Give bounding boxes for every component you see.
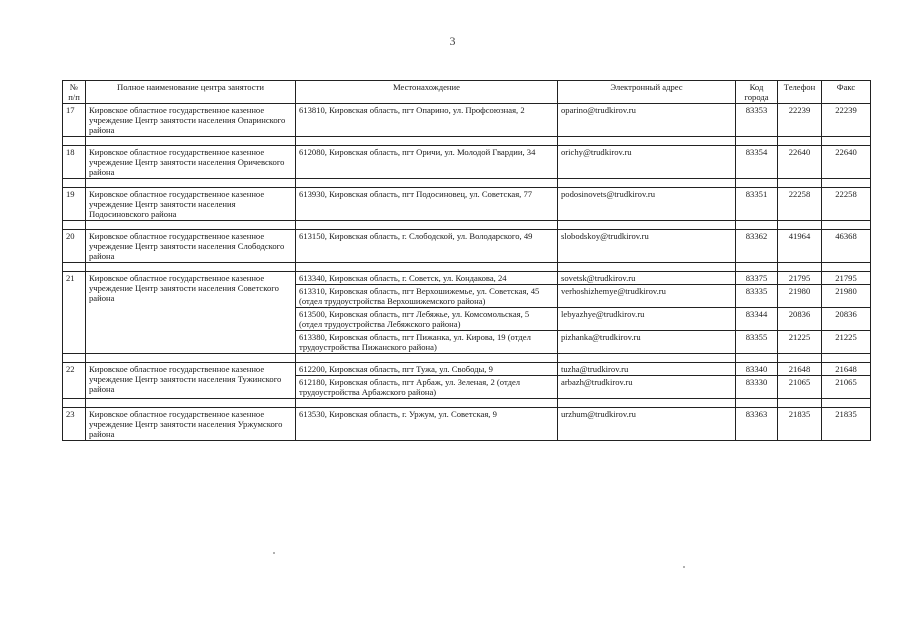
separator-cell: [558, 137, 736, 146]
email-cell: lebyazhye@trudkirov.ru: [558, 308, 736, 331]
separator-cell: [558, 221, 736, 230]
phone-cell: 20836: [778, 308, 822, 331]
row-separator: [63, 399, 871, 408]
email-cell: oparino@trudkirov.ru: [558, 104, 736, 137]
separator-cell: [86, 354, 296, 363]
phone-cell: 41964: [778, 230, 822, 263]
row-number: 23: [63, 408, 86, 441]
header-email: Электронный адрес: [558, 81, 736, 104]
separator-cell: [296, 354, 558, 363]
fax-cell: 21225: [822, 331, 871, 354]
fax-cell: 46368: [822, 230, 871, 263]
separator-cell: [86, 263, 296, 272]
fax-cell: 21795: [822, 272, 871, 285]
separator-cell: [296, 399, 558, 408]
separator-cell: [778, 399, 822, 408]
row-number: 22: [63, 363, 86, 399]
separator-cell: [736, 354, 778, 363]
separator-cell: [778, 221, 822, 230]
email-cell: urzhum@trudkirov.ru: [558, 408, 736, 441]
address-cell: 613150, Кировская область, г. Слободской, ул. Володарского, 49: [296, 230, 558, 263]
separator-cell: [558, 399, 736, 408]
city-code-cell: 83335: [736, 285, 778, 308]
email-cell: sovetsk@trudkirov.ru: [558, 272, 736, 285]
center-name: Кировское областное государственное казенное учреждение Центр занятости населения Подосиновского района: [86, 188, 296, 221]
separator-cell: [63, 137, 86, 146]
separator-cell: [296, 263, 558, 272]
city-code-cell: 83351: [736, 188, 778, 221]
email-cell: arbazh@trudkirov.ru: [558, 376, 736, 399]
center-name: Кировское областное государственное казенное учреждение Центр занятости населения Оричевского района: [86, 146, 296, 179]
address-cell: 613310, Кировская область, пгт Верхошижемье, ул. Советская, 45 (отдел трудоустройства Верхошижемского района): [296, 285, 558, 308]
separator-cell: [736, 399, 778, 408]
separator-cell: [778, 263, 822, 272]
separator-cell: [736, 179, 778, 188]
table-row: [63, 272, 871, 285]
row-separator: [63, 137, 871, 146]
scan-speck: [273, 552, 275, 554]
separator-cell: [296, 137, 558, 146]
header-num: № п/п: [63, 81, 86, 104]
center-name: Кировское областное государственное казенное учреждение Центр занятости населения Уржумского района: [86, 408, 296, 441]
email-cell: pizhanka@trudkirov.ru: [558, 331, 736, 354]
address-cell: 612080, Кировская область, пгт Оричи, ул. Молодой Гвардии, 34: [296, 146, 558, 179]
city-code-cell: 83354: [736, 146, 778, 179]
header-code: Код города: [736, 81, 778, 104]
separator-cell: [296, 221, 558, 230]
address-cell: 613500, Кировская область, пгт Лебяжье, ул. Комсомольская, 5 (отдел трудоустройства Лебяжского района): [296, 308, 558, 331]
separator-cell: [778, 137, 822, 146]
row-number: 19: [63, 188, 86, 221]
center-name: Кировское областное государственное казенное учреждение Центр занятости населения Тужинского района: [86, 363, 296, 399]
fax-cell: 22640: [822, 146, 871, 179]
row-number: 17: [63, 104, 86, 137]
address-cell: 613930, Кировская область, пгт Подосиновец, ул. Советская, 77: [296, 188, 558, 221]
separator-cell: [822, 179, 871, 188]
city-code-cell: 83330: [736, 376, 778, 399]
separator-cell: [822, 399, 871, 408]
city-code-cell: 83344: [736, 308, 778, 331]
row-number: 20: [63, 230, 86, 263]
email-cell: verhoshizhemye@trudkirov.ru: [558, 285, 736, 308]
separator-cell: [736, 263, 778, 272]
separator-cell: [822, 221, 871, 230]
separator-cell: [63, 399, 86, 408]
separator-cell: [822, 137, 871, 146]
center-name: Кировское областное государственное казенное учреждение Центр занятости населения Опаринского района: [86, 104, 296, 137]
table-body: [63, 104, 871, 441]
phone-cell: 21980: [778, 285, 822, 308]
separator-cell: [86, 137, 296, 146]
separator-cell: [558, 354, 736, 363]
email-cell: orichy@trudkirov.ru: [558, 146, 736, 179]
separator-cell: [558, 263, 736, 272]
separator-cell: [822, 354, 871, 363]
table-row: [63, 408, 871, 441]
separator-cell: [778, 354, 822, 363]
city-code-cell: 83340: [736, 363, 778, 376]
table-row: [63, 230, 871, 263]
fax-cell: 21980: [822, 285, 871, 308]
phone-cell: 21795: [778, 272, 822, 285]
address-cell: 613810, Кировская область, пгт Опарино, ул. Профсоюзная, 2: [296, 104, 558, 137]
address-cell: 613340, Кировская область, г. Советск, ул. Кондакова, 24: [296, 272, 558, 285]
city-code-cell: 83375: [736, 272, 778, 285]
city-code-cell: 83355: [736, 331, 778, 354]
fax-cell: 22258: [822, 188, 871, 221]
phone-cell: 21648: [778, 363, 822, 376]
separator-cell: [822, 263, 871, 272]
fax-cell: 21065: [822, 376, 871, 399]
page-number: 3: [449, 34, 456, 48]
fax-cell: 21648: [822, 363, 871, 376]
address-cell: 613530, Кировская область, г. Уржум, ул. Советская, 9: [296, 408, 558, 441]
row-number: 18: [63, 146, 86, 179]
separator-cell: [63, 179, 86, 188]
address-cell: 612200, Кировская область, пгт Тужа, ул. Свободы, 9: [296, 363, 558, 376]
separator-cell: [86, 179, 296, 188]
address-cell: 613380, Кировская область, пгт Пижанка, ул. Кирова, 19 (отдел трудоустройства Пижанского района): [296, 331, 558, 354]
separator-cell: [86, 399, 296, 408]
phone-cell: 22640: [778, 146, 822, 179]
table-row: [63, 363, 871, 376]
row-number: 21: [63, 272, 86, 354]
phone-cell: 21835: [778, 408, 822, 441]
separator-cell: [736, 137, 778, 146]
row-separator: [63, 221, 871, 230]
separator-cell: [778, 179, 822, 188]
city-code-cell: 83362: [736, 230, 778, 263]
scan-speck: [683, 566, 685, 568]
separator-cell: [63, 221, 86, 230]
separator-cell: [63, 354, 86, 363]
email-cell: podosinovets@trudkirov.ru: [558, 188, 736, 221]
separator-cell: [296, 179, 558, 188]
table-row: [63, 188, 871, 221]
center-name: Кировское областное государственное казенное учреждение Центр занятости населения Советского района: [86, 272, 296, 354]
header-name: Полное наименование центра занятости: [86, 81, 296, 104]
center-name: Кировское областное государственное казенное учреждение Центр занятости населения Слободского района: [86, 230, 296, 263]
separator-cell: [736, 221, 778, 230]
city-code-cell: 83363: [736, 408, 778, 441]
header-location: Местонахождение: [296, 81, 558, 104]
separator-cell: [86, 221, 296, 230]
city-code-cell: 83353: [736, 104, 778, 137]
row-separator: [63, 179, 871, 188]
address-cell: 612180, Кировская область, пгт Арбаж, ул. Зеленая, 2 (отдел трудоустройства Арбажского района): [296, 376, 558, 399]
email-cell: slobodskoy@trudkirov.ru: [558, 230, 736, 263]
row-separator: [63, 263, 871, 272]
phone-cell: 21065: [778, 376, 822, 399]
header-fax: Факс: [822, 81, 871, 104]
fax-cell: 21835: [822, 408, 871, 441]
row-separator: [63, 354, 871, 363]
table-header-row: [63, 81, 871, 104]
table-row: [63, 146, 871, 179]
header-phone: Телефон: [778, 81, 822, 104]
fax-cell: 22239: [822, 104, 871, 137]
employment-centers-table: [62, 80, 871, 441]
phone-cell: 21225: [778, 331, 822, 354]
phone-cell: 22239: [778, 104, 822, 137]
separator-cell: [558, 179, 736, 188]
fax-cell: 20836: [822, 308, 871, 331]
phone-cell: 22258: [778, 188, 822, 221]
email-cell: tuzha@trudkirov.ru: [558, 363, 736, 376]
table-row: [63, 104, 871, 137]
separator-cell: [63, 263, 86, 272]
